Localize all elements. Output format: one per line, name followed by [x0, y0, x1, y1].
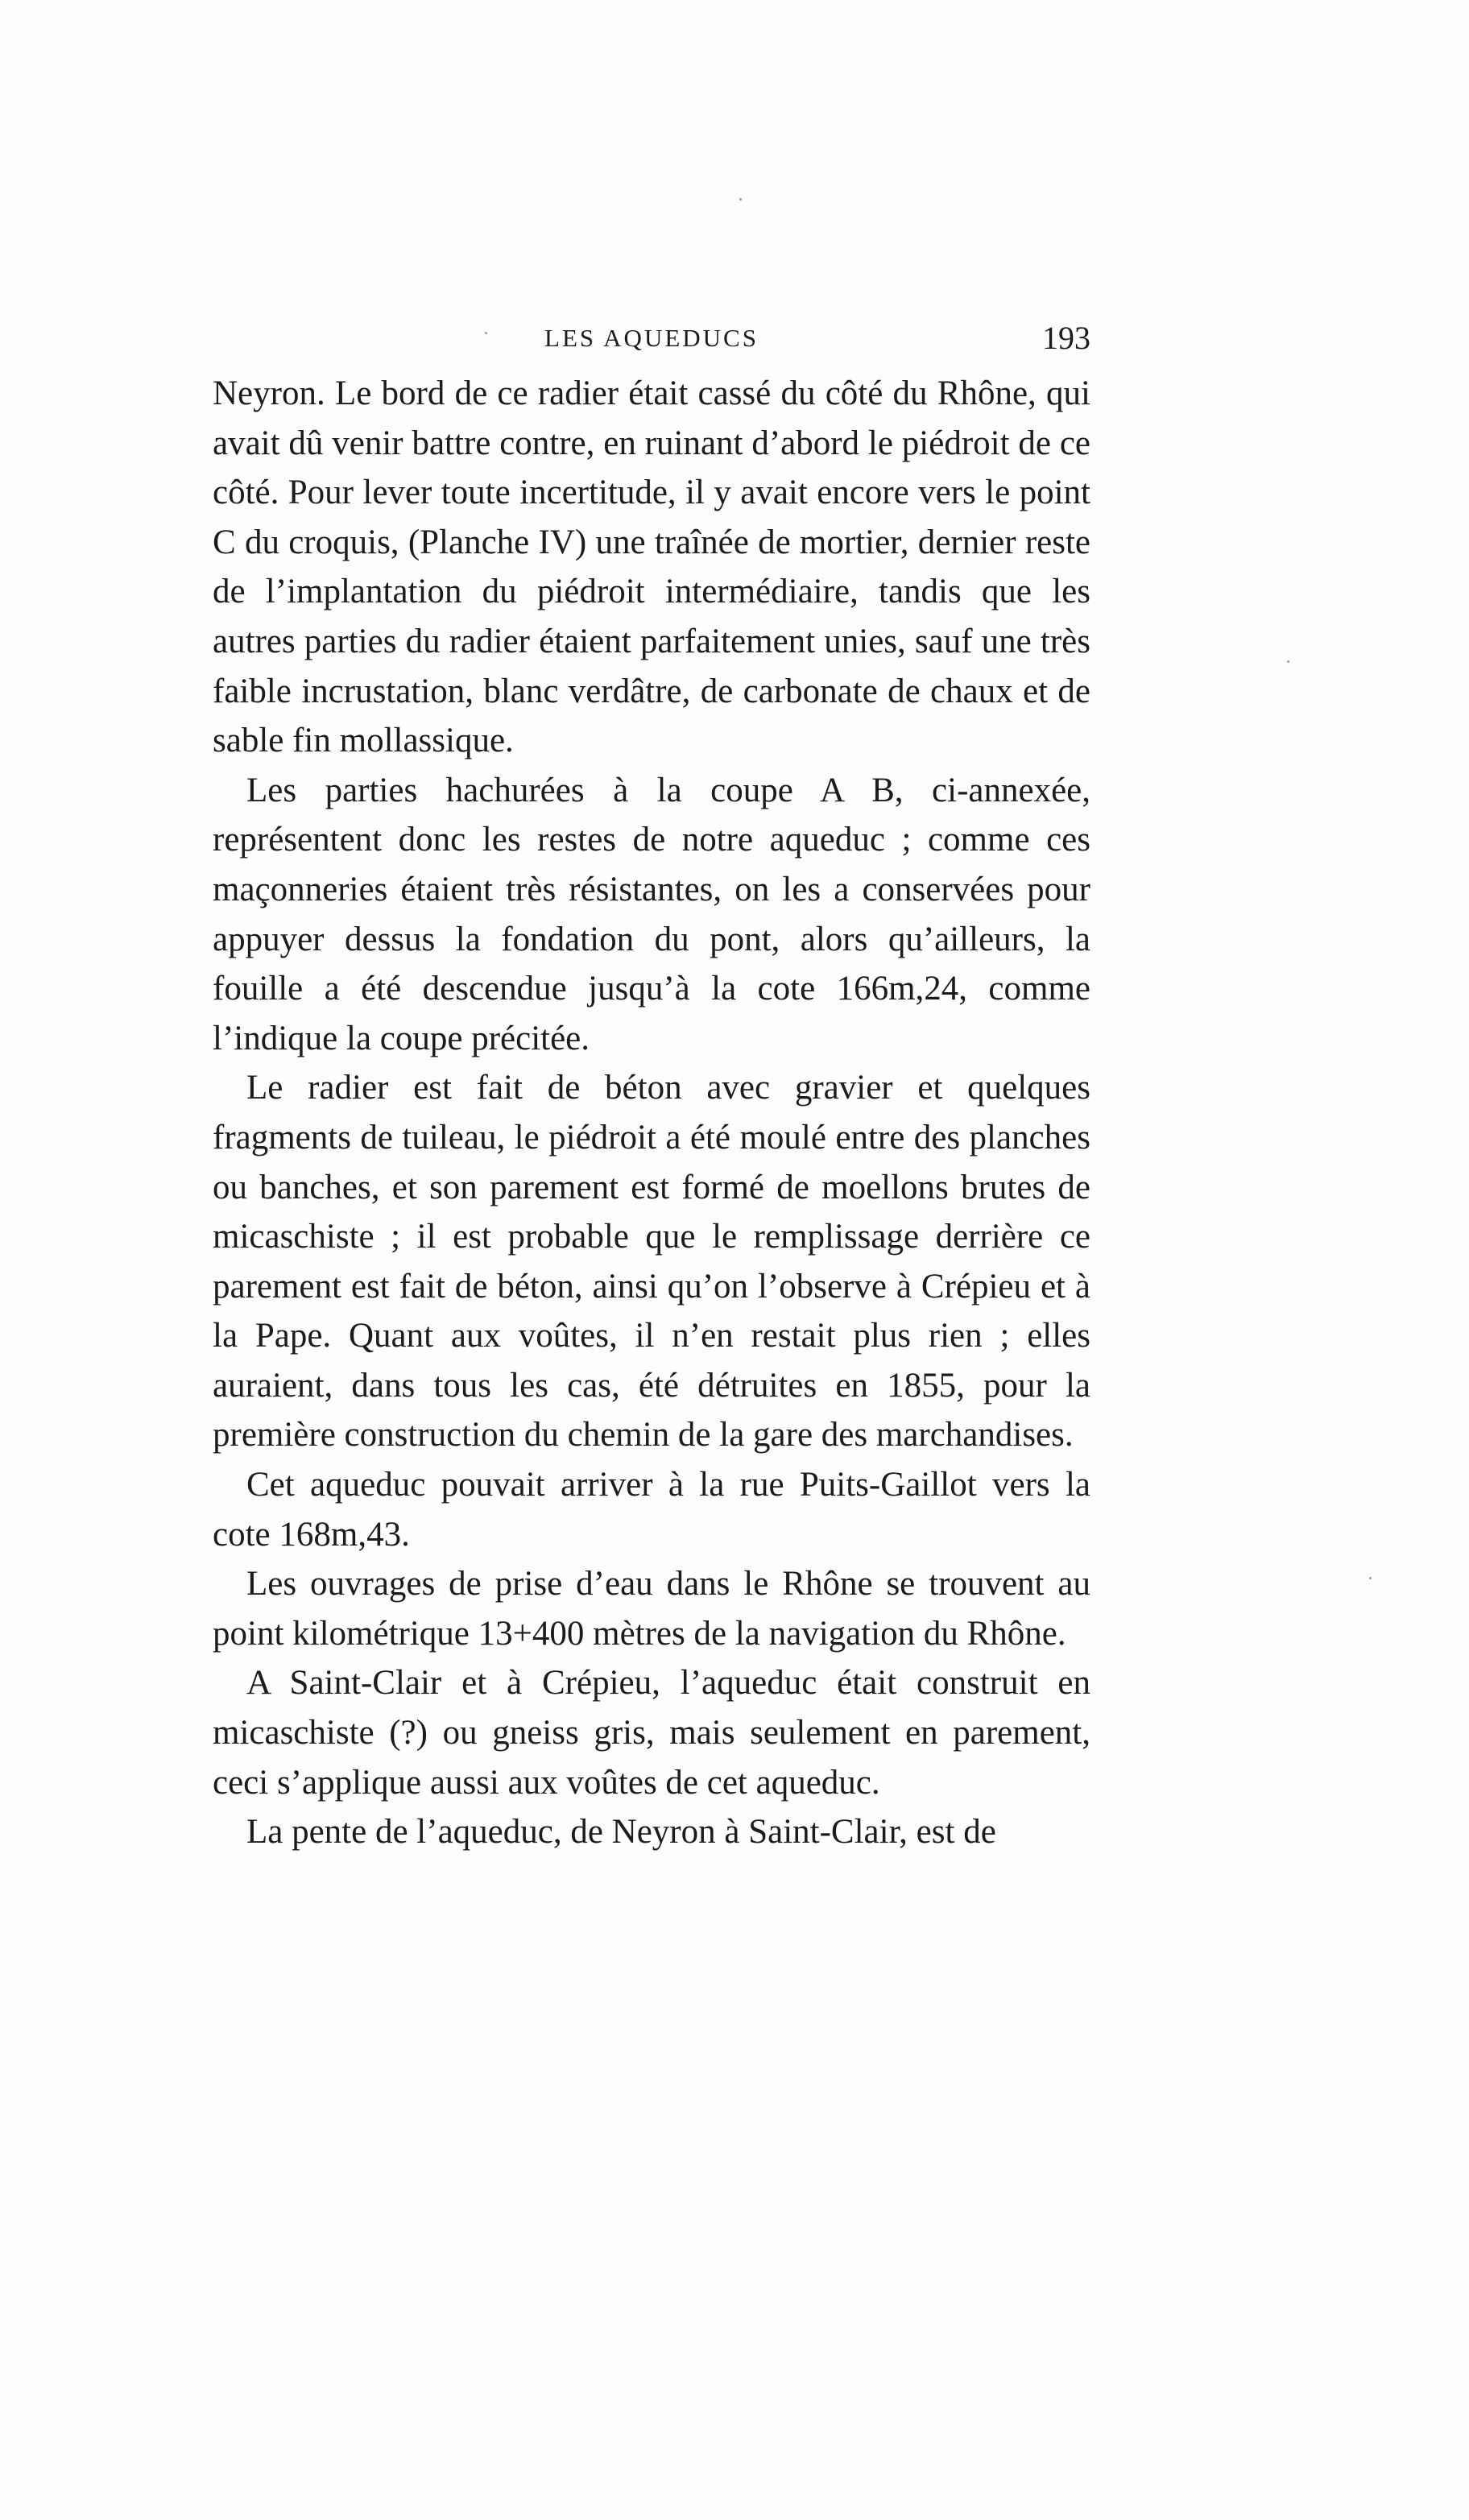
page-number: 193: [1042, 320, 1090, 356]
paragraph-continued: Neyron. Le bord de ce radier était cassé du côté du Rhône, qui avait dû venir battre contre, en ruinant d’abord le piédroit de ce côté. Pour lever toute incertitude, il y avait encore vers le point C du croquis, (Planche IV) une traînée de mortier, dernier reste de l’implantation du piédroit intermédiaire, tandis que les autres parties du radier étaient parfaitement unies, sauf une très faible incrustation, blanc verdâtre, de carbonate de chaux et de sable fin mollassique.: [213, 374, 1090, 760]
paragraph: Les parties hachurées à la coupe A B, ci-annexée, représentent donc les restes de notre aqueduc ; comme ces maçonneries étaient très résistantes, on les a conservées pour appuyer dessus la fondation du pont, alors qu’ailleurs, la fouille a été descendue jusqu’à la cote 166m,24, comme l’indique la coupe précitée.: [213, 771, 1090, 1057]
paper-speck: [739, 198, 742, 201]
paragraph: Cet aqueduc pouvait arriver à la rue Puits-Gaillot vers la cote 168m,43.: [213, 1466, 1090, 1554]
body-text: [213, 369, 1090, 1857]
paragraph: A Saint-Clair et à Crépieu, l’aqueduc était construit en micaschiste (?) ou gneiss gris, mais seulement en parement, ceci s’applique aussi aux voûtes de cet aqueduc.: [213, 1664, 1090, 1802]
paragraph: Le radier est fait de béton avec gravier et quelques fragments de tuileau, le piédroit a été moulé entre des planches ou banches, et son parement est formé de moellons brutes de micaschiste ; il est probable que le remplissage derrière ce parement est fait de béton, ainsi qu’on l’observe à Crépieu et à la Pape. Quant aux voûtes, il n’en restait plus rien ; elles auraient, dans tous les cas, été détruites en 1855, pour la première construction du chemin de la gare des marchandises.: [213, 1069, 1090, 1454]
running-head: LES AQUEDUCS: [544, 324, 759, 352]
paragraph: Les ouvrages de prise d’eau dans le Rhône se trouvent au point kilométrique 13+400 mètres de la navigation du Rhône.: [213, 1565, 1090, 1653]
paper-speck: [1287, 660, 1289, 663]
paper-speck: [1369, 1577, 1372, 1579]
paragraph: La pente de l’aqueduc, de Neyron à Saint-Clair, est de: [246, 1813, 996, 1852]
paper-speck: [485, 332, 487, 334]
page-header: [213, 314, 1090, 362]
